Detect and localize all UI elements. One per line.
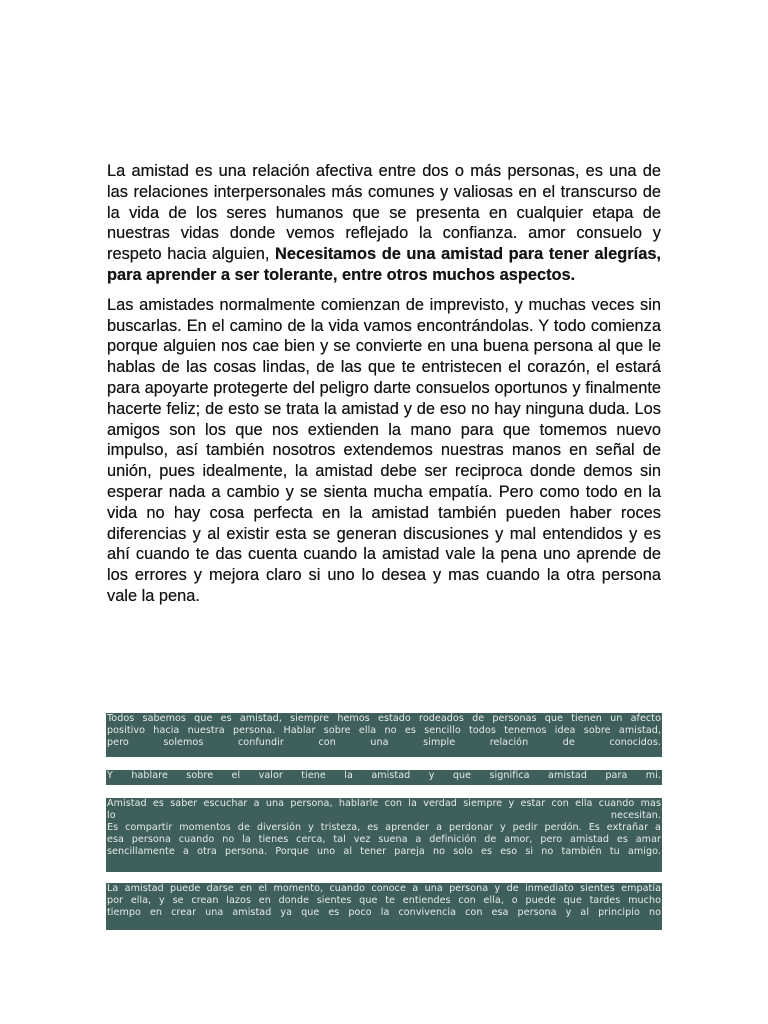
box-3-line-2-end: necesitan.: [610, 809, 661, 821]
box-4-line-3: tiempo en crear una amistad ya que es poco la convivencia con esa persona y al principio no: [107, 906, 661, 918]
box-1-line-2: positivo hacia nuestra persona. Hablar sobre ella no es sencillo todos tenemos idea sobre amistad,: [107, 724, 661, 736]
document-body: [107, 161, 661, 607]
highlight-box-3: [106, 798, 662, 872]
box-2-line-1: Y hablare sobre el valor tiene la amistad y que significa amistad para mi.: [107, 770, 661, 781]
box-3-line-2: [107, 810, 661, 822]
highlight-box-4: [106, 883, 662, 930]
highlight-box-1: [106, 713, 662, 757]
box-1-line-3: pero solemos confundir con una simple relación de conocidos.: [107, 736, 661, 748]
box-3-line-2-start: lo: [107, 809, 116, 821]
paragraph-1-emphasis: Necesitamos de una amistad para tener alegrías, para aprender a ser tolerante, entre otros muchos aspectos.: [107, 245, 661, 284]
highlight-box-2: [106, 770, 662, 785]
box-3-line-1: Amistad es saber escuchar a una persona, hablarle con la verdad siempre y estar con ella cuando mas: [107, 798, 661, 809]
box-4-line-2: por ella, y se crean lazos en donde sientes que te entiendes con ella, o puede que tardes mucho: [107, 894, 661, 906]
paragraph-2: Las amistades normalmente comienzan de imprevisto, y muchas veces sin buscarlas. En el camino de la vida vamos encontrándolas. Y todo comienza porque alguien nos cae bien y se convierte en una buena persona al que le hablas de las cosas lindas, de las que te entristecen el corazón, el estará para apoyarte protegerte del peligro darte consuelos oportunos y finalmente hacerte feliz; de esto se trata la amistad y de eso no hay ninguna duda. Los amigos son los que nos extienden la mano para que tomemos nuevo impulso, así también nosotros extendemos nuestras manos en señal de unión, pues idealmente, la amistad debe ser reciproca donde demos sin esperar nada a cambio y se sienta mucha empatía. Pero como todo en la vida no hay cosa perfecta en la amistad también pueden haber roces diferencias y al existir esta se generan discusiones y mal entendidos y es ahí cuando te das cuenta cuando la amistad vale la pena uno aprende de los errores y mejora claro si uno lo desea y mas cuando la otra persona vale la pena.: [107, 295, 661, 605]
paragraph-1-text: La amistad es una relación afectiva entre dos o más personas, es una de las relaciones interpersonales más comunes y valiosas en el transcurso de la vida de los seres humanos que se presenta en cualquier etapa de nuestras vidas donde vemos reflejado la confianza. amor consuelo y respeto hacia alguien,: [107, 162, 661, 264]
box-3-line-5: sencillamente a otra persona. Porque uno al tener pareja no solo es eso si no también tu amigo.: [107, 845, 661, 857]
box-1-line-1: Todos sabemos que es amistad, siempre hemos estado rodeados de personas que tienen un afecto: [107, 713, 661, 724]
box-3-line-3: Es compartir momentos de diversión y tristeza, es aprender a perdonar y pedir perdón. Es extrañar a: [107, 821, 661, 833]
box-4-line-1: La amistad puede darse en el momento, cuando conoce a una persona y de inmediato sientes empatía: [107, 883, 661, 894]
paragraph-1: [107, 161, 661, 286]
box-3-line-4: esa persona cuando no la tienes cerca, tal vez suena a definición de amor, pero amistad es amar: [107, 833, 661, 845]
